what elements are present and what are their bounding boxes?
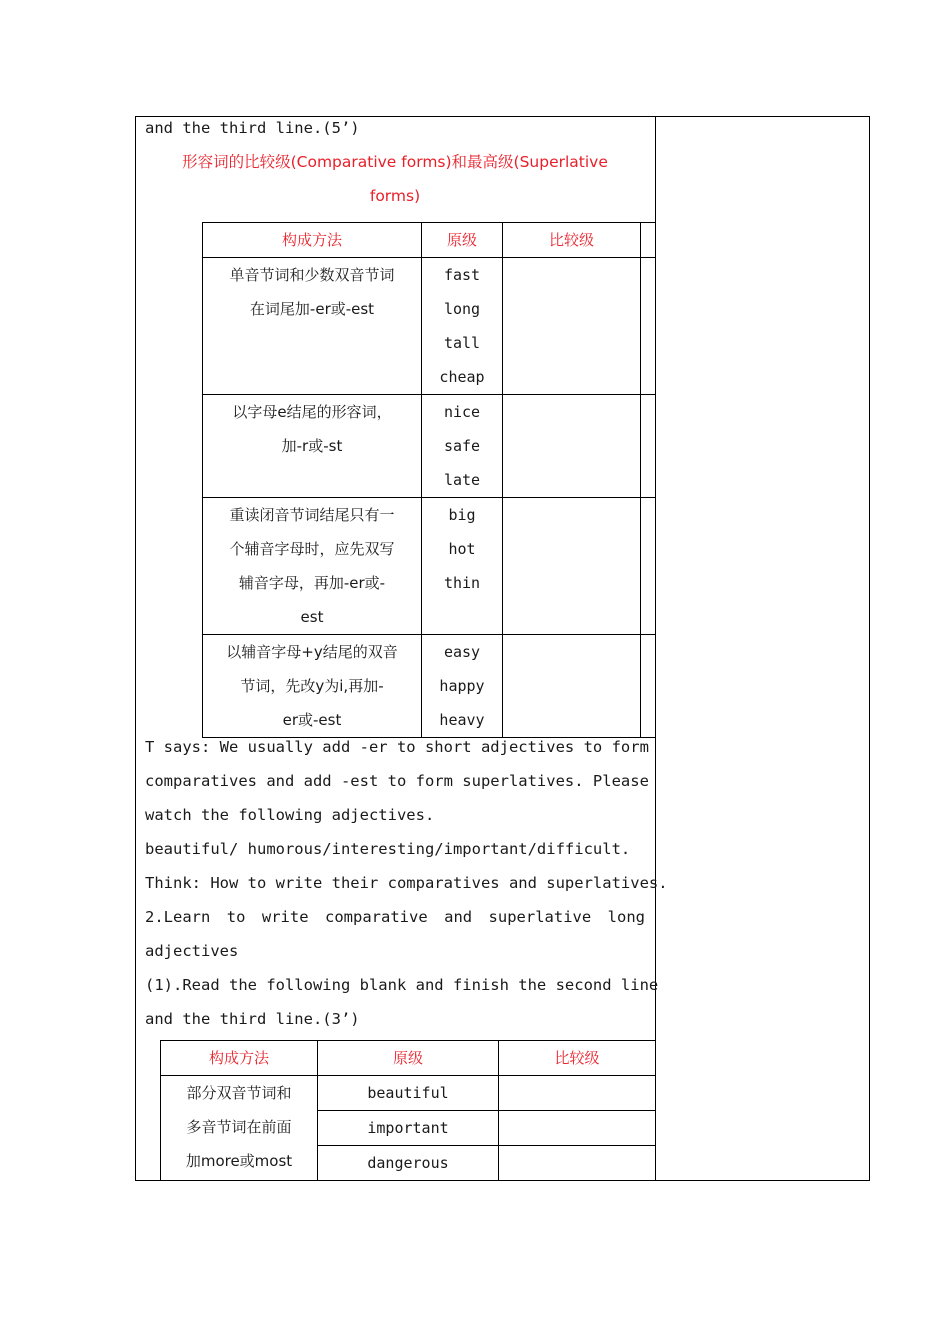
table-row xyxy=(203,258,656,395)
word-cell: beautiful xyxy=(318,1076,499,1111)
comparative-blank[interactable] xyxy=(503,258,641,395)
rule-text: 辅音字母，再加-er或- xyxy=(238,574,386,592)
long-adjective-table xyxy=(160,1040,656,1181)
header-comparative: 比较级 xyxy=(499,1041,656,1076)
section-title-line2: forms) xyxy=(369,187,421,205)
paragraph-line: 2.Learn to write comparative and superlative long xyxy=(145,908,645,926)
extra-cell xyxy=(641,635,656,738)
word: easy xyxy=(443,643,481,661)
table-row xyxy=(203,635,656,738)
word: hot xyxy=(448,540,476,558)
words-cell xyxy=(422,498,503,635)
rule-cell xyxy=(203,498,422,635)
comparative-blank[interactable] xyxy=(499,1146,656,1181)
word-cell: dangerous xyxy=(318,1146,499,1181)
extra-cell xyxy=(641,498,656,635)
words-cell xyxy=(422,635,503,738)
comparative-blank[interactable] xyxy=(499,1111,656,1146)
table-row xyxy=(203,395,656,498)
rule-text: 在词尾加-er或-est xyxy=(249,300,375,318)
word: thin xyxy=(443,574,481,592)
header-positive: 原级 xyxy=(318,1041,499,1076)
top-line: and the third line.(5’) xyxy=(145,119,360,137)
word: big xyxy=(448,506,476,524)
paragraph-line: T says: We usually add -er to short adjectives to form xyxy=(145,738,649,756)
rule-text: 以字母e结尾的形容词， xyxy=(232,403,392,421)
extra-cell xyxy=(641,258,656,395)
paragraph-line: comparatives and add -est to form superlatives. Please xyxy=(145,772,649,790)
paragraph-line: Think: How to write their comparatives and superlatives. xyxy=(145,874,668,892)
rule-text: 多音节词在前面 xyxy=(186,1118,292,1136)
rule-text: 单音节词和少数双音节词 xyxy=(229,266,395,284)
paragraph-line: (1).Read the following blank and finish the second line xyxy=(145,976,659,994)
paragraph-line: watch the following adjectives. xyxy=(145,806,435,824)
extra-cell xyxy=(641,395,656,498)
rule-text: 以辅音字母+y结尾的双音 xyxy=(226,643,398,661)
word: heavy xyxy=(439,711,485,729)
table-row xyxy=(161,1076,656,1111)
word: cheap xyxy=(439,368,485,386)
rule-cell xyxy=(203,635,422,738)
rule-text: 重读闭音节词结尾只有一 xyxy=(229,506,395,524)
comparative-blank[interactable] xyxy=(503,395,641,498)
comparative-table xyxy=(202,222,656,738)
paragraph-line: beautiful/ humorous/interesting/important/difficult. xyxy=(145,840,631,858)
rule-cell xyxy=(203,395,422,498)
word: nice xyxy=(443,403,481,421)
header-comparative: 比较级 xyxy=(503,223,641,258)
words-cell xyxy=(422,258,503,395)
rule-text: er或-est xyxy=(282,711,342,729)
rule-text: 个辅音字母时，应先双写 xyxy=(229,540,395,558)
word: safe xyxy=(443,437,481,455)
words-cell xyxy=(422,395,503,498)
header-extra xyxy=(641,223,656,258)
rule-cell xyxy=(161,1076,318,1181)
paragraph-line: and the third line.(3’) xyxy=(145,1010,360,1028)
word: fast xyxy=(443,266,481,284)
rule-text: 加-r或-st xyxy=(281,437,343,455)
word: happy xyxy=(439,677,485,695)
header-method: 构成方法 xyxy=(203,223,422,258)
word-cell: important xyxy=(318,1111,499,1146)
word: tall xyxy=(443,334,481,352)
rule-text: est xyxy=(300,608,324,626)
header-positive: 原级 xyxy=(422,223,503,258)
comparative-blank[interactable] xyxy=(503,635,641,738)
rule-text: 加more或most xyxy=(185,1152,293,1170)
header-method: 构成方法 xyxy=(161,1041,318,1076)
rule-text: 部分双音节词和 xyxy=(186,1084,292,1102)
paragraph-line: adjectives xyxy=(145,942,239,960)
rule-cell xyxy=(203,258,422,395)
rule-text: 节词，先改y为i,再加- xyxy=(240,677,384,695)
comparative-blank[interactable] xyxy=(499,1076,656,1111)
section-title-line1: 形容词的比较级(Comparative forms)和最高级(Superlative xyxy=(182,153,608,171)
word: late xyxy=(443,471,481,489)
word: long xyxy=(443,300,481,318)
table-row xyxy=(203,498,656,635)
comparative-blank[interactable] xyxy=(503,498,641,635)
